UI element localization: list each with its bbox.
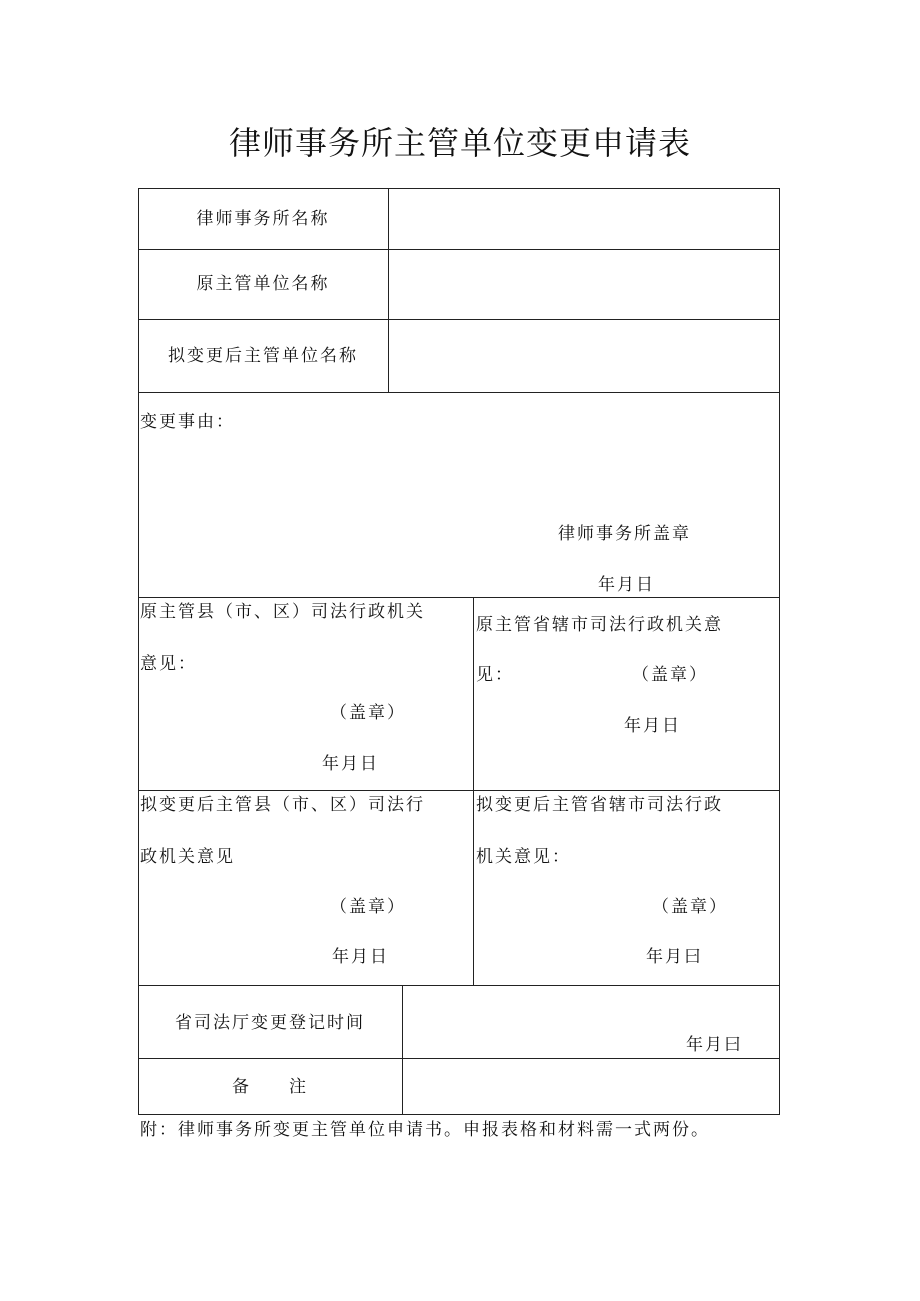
page-title: 律师事务所主管单位变更申请表: [228, 124, 691, 162]
firm-name-label: 律师事务所名称: [196, 209, 330, 229]
registration-date: 年月曰: [686, 1035, 743, 1055]
original-city-date: 年月日: [624, 716, 681, 736]
row-divider: [138, 597, 780, 598]
table-border-right: [779, 188, 780, 1115]
original-city-opinion-line2: 见：: [476, 665, 514, 685]
column-divider: [388, 188, 389, 393]
original-county-seal: （盖章）: [330, 703, 406, 723]
reason-label: 变更事由：: [140, 412, 235, 432]
original-county-opinion-line1: 原主管县（市、区）司法行政机关: [140, 602, 425, 622]
footnote: 附：律师事务所变更主管单位申请书。申报表格和材料需一式两份。: [140, 1120, 710, 1140]
table-border-bottom: [138, 1114, 780, 1115]
row-divider: [138, 985, 780, 986]
new-city-seal: （盖章）: [652, 897, 728, 917]
row-divider: [138, 319, 780, 320]
new-city-opinion-line2: 机关意见：: [476, 847, 571, 867]
row-divider: [138, 249, 780, 250]
reason-seal: 律师事务所盖章: [558, 524, 691, 544]
reason-date: 年月日: [598, 575, 655, 595]
original-county-date: 年月日: [322, 754, 379, 774]
application-form-table: [138, 188, 780, 1115]
new-city-date: 年月曰: [646, 947, 703, 967]
remarks-label: 备 注: [232, 1077, 308, 1097]
row-divider: [138, 1058, 780, 1059]
original-city-seal: （盖章）: [632, 665, 708, 685]
new-county-seal: （盖章）: [330, 897, 406, 917]
new-unit-label: 拟变更后主管单位名称: [168, 346, 358, 366]
row-divider: [138, 392, 780, 393]
original-unit-label: 原主管单位名称: [196, 274, 330, 294]
new-county-opinion-line2: 政机关意见: [140, 847, 235, 867]
new-county-opinion-line1: 拟变更后主管县（市、区）司法行: [140, 795, 425, 815]
table-border-top: [138, 188, 780, 189]
column-divider: [473, 597, 474, 986]
row-divider: [138, 790, 780, 791]
new-city-opinion-line1: 拟变更后主管省辖市司法行政: [476, 795, 723, 815]
original-county-opinion-line2: 意见：: [140, 654, 197, 674]
registration-time-label: 省司法厅变更登记时间: [175, 1013, 365, 1033]
original-city-opinion-line1: 原主管省辖市司法行政机关意: [476, 615, 723, 635]
column-divider: [402, 985, 403, 1115]
table-border-left: [138, 188, 139, 1115]
new-county-date: 年月日: [332, 947, 389, 967]
